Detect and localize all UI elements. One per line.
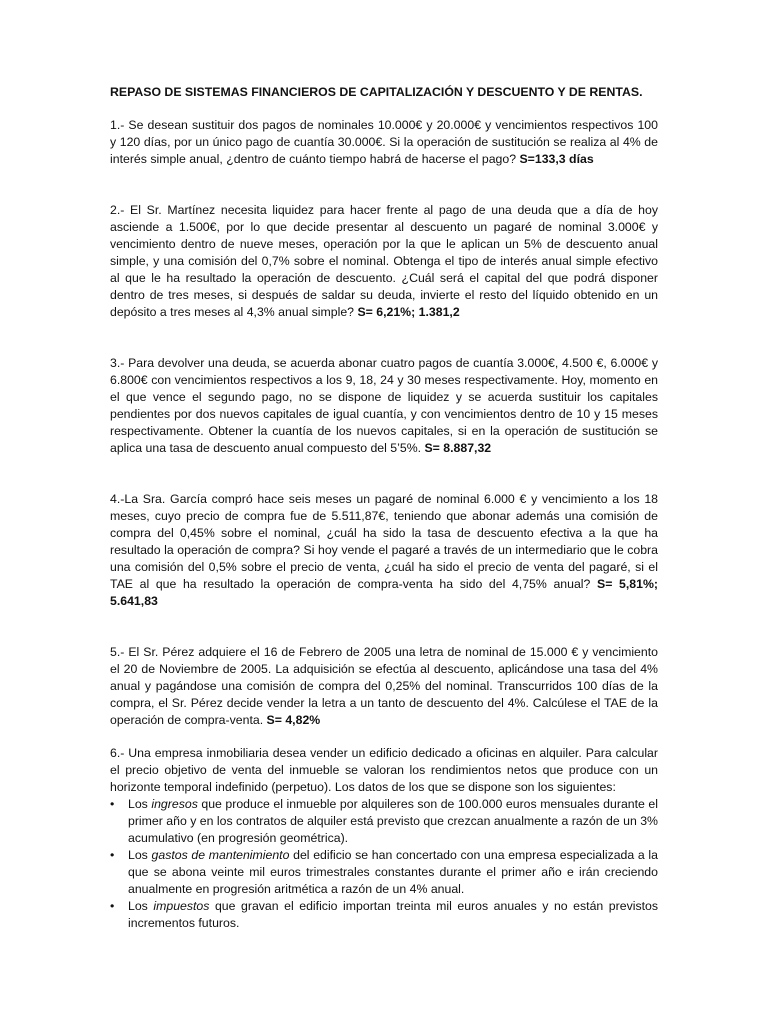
list-item-emphasis: impuestos	[153, 899, 210, 913]
bullet-icon: •	[110, 899, 115, 913]
document-body	[110, 84, 658, 932]
exercise-3	[110, 355, 658, 457]
exercise-1-text: 1.- Se desean sustituir dos pagos de nominales 10.000€ y 20.000€ y vencimientos respectivos 100 y 120 días, por un único pago de cuantía 30.000€. Si la operación de sustitución se realiza al 4% de interés simple anual, ¿dentro de cuánto tiempo habrá de hacerse el pago?	[110, 118, 658, 166]
list-item	[110, 847, 658, 898]
list-item-text: que produce el inmueble por alquileres son de 100.000 euros mensuales durante el primer año y en los contratos de alquiler está previsto que crezcan anualmente a razón de un 3% acumulativo (en progresión geométrica).	[128, 797, 658, 845]
exercise-2-answer: S= 6,21%; 1.381,2	[357, 305, 460, 319]
list-item-text: que gravan el edificio importan treinta mil euros anuales y no están previstos incrementos futuros.	[128, 899, 658, 930]
exercise-4-text: 4.-La Sra. García compró hace seis meses un pagaré de nominal 6.000 € y vencimiento a los 18 meses, cuyo precio de compra fue de 5.511,87€, teniendo que abonar además una comisión de compra del 0,45% sobre el nominal, ¿cuál ha sido la tasa de descuento efectiva a la que ha resultado la operación de compra? Si hoy vende el pagaré a través de un intermediario que le cobra una comisión del 0,5% sobre el precio de venta, ¿cuál ha sido el precio de venta del pagaré, si el TAE al que ha resultado la operación de compra-venta ha sido del 4,75% anual?	[110, 492, 658, 591]
exercise-3-text: 3.- Para devolver una deuda, se acuerda abonar cuatro pagos de cuantía 3.000€, 4.500 €, 6.000€ y 6.800€ con vencimientos respectivos a los 9, 18, 24 y 30 meses respectivamente. Hoy, momento en el que vence el segundo pago, no se dispone de liquidez y se acuerda sustituir los capitales pendientes por dos nuevos capitales de igual cuantía, y con vencimientos dentro de 10 y 15 meses respectivamente. Obtener la cuantía de los nuevos capitales, si en la operación de sustitución se aplica una tasa de descuento anual compuesto del 5’5%.	[110, 356, 658, 455]
list-item-text: Los	[128, 848, 152, 862]
exercise-6: 6.- Una empresa inmobiliaria desea vender un edificio dedicado a oficinas en alquiler. Para calcular el precio objetivo de venta del inmueble se valoran los rendimientos netos que produce con un horizonte temporal indefinido (perpetuo). Los datos de los que se dispone son los siguientes:	[110, 746, 658, 794]
document-title: REPASO DE SISTEMAS FINANCIEROS DE CAPITALIZACIÓN Y DESCUENTO Y DE RENTAS.	[110, 85, 643, 99]
exercise-5-answer: S= 4,82%	[266, 713, 321, 727]
exercise-1-answer: S=133,3 días	[519, 152, 594, 166]
list-item	[110, 796, 658, 847]
exercise-2-text: 2.- El Sr. Martínez necesita liquidez para hacer frente al pago de una deuda que a día de hoy asciende a 1.500€, por lo que decide presentar al descuento un pagaré de nominal 3.000€ y vencimiento dentro de nueve meses, operación por la que le aplican un 5% de descuento anual simple, y una comisión del 0,7% sobre el nominal. Obtenga el tipo de interés anual simple efectivo al que le ha resultado la operación de descuento. ¿Cuál será el capital del que podrá disponer dentro de tres meses, si después de saldar su deuda, invierte el resto del líquido obtenido en un depósito a tres meses al 4,3% anual simple?	[110, 203, 658, 319]
exercise-3-answer: S= 8.887,32	[424, 441, 492, 455]
bullet-icon: •	[110, 848, 115, 862]
exercise-6-list	[110, 796, 658, 932]
exercise-5-text: 5.- El Sr. Pérez adquiere el 16 de Febrero de 2005 una letra de nominal de 15.000 € y vencimiento el 20 de Noviembre de 2005. La adquisición se efectúa al descuento, aplicándose una tasa del 4% anual y pagándose una comisión de compra del 0,25% del nominal. Transcurridos 100 días de la compra, el Sr. Pérez decide vender la letra a un tanto de descuento del 4%. Calcúlese el TAE de la operación de compra-venta.	[110, 645, 658, 727]
bullet-icon: •	[110, 797, 115, 811]
list-item-text: del edificio se han concertado con una empresa especializada a la que se abona veinte mil euros trimestrales constantes durante el primer año e irán creciendo anualmente en progresión aritmética a razón de un 4% anual.	[128, 848, 658, 896]
list-item-text: Los	[128, 797, 152, 811]
list-item-emphasis: gastos de mantenimiento	[151, 848, 290, 862]
exercise-4	[110, 491, 658, 610]
exercise-1	[110, 117, 658, 168]
list-item	[110, 898, 658, 932]
list-item-text: Los	[128, 899, 154, 913]
exercise-2	[110, 202, 658, 321]
exercise-5	[110, 644, 658, 729]
list-item-emphasis: ingresos	[151, 797, 198, 811]
exercise-4-answer: S= 5,81%; 5.641,83	[110, 577, 658, 608]
